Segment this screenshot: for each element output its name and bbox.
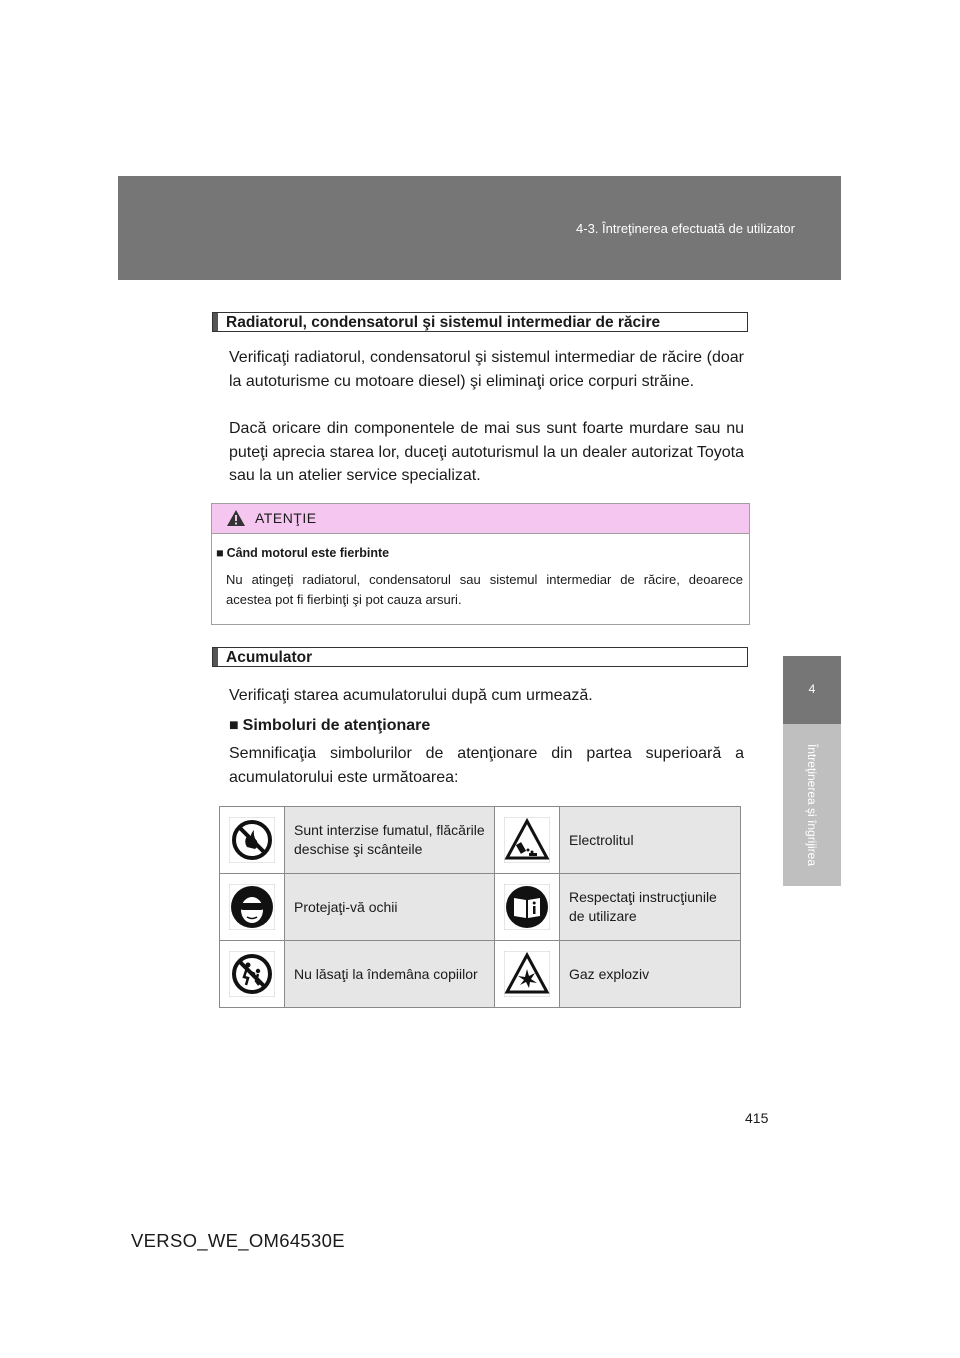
side-section-label: Întreţinerea şi îngrijirea: [805, 743, 819, 867]
side-tab: [783, 656, 841, 724]
chapter-title: 4-3. Întreţinerea efectuată de utilizator: [576, 221, 795, 236]
symbol-cell: [220, 874, 285, 941]
header-band: [118, 176, 841, 280]
warning-symbols-table: [219, 806, 741, 1008]
symbol-cell: [220, 807, 285, 874]
warning-triangle-icon: [226, 509, 246, 527]
symbol-description: Sunt interzise fumatul, flăcările deschise şi scânteile: [285, 807, 495, 874]
section-heading-radiator: [212, 312, 748, 332]
battery-intro: Verificaţi starea acumulatorului după cum urmează.: [229, 687, 593, 704]
manual-icon: [504, 884, 550, 930]
side-tab-number: 4: [808, 682, 816, 696]
caution-subtitle: [216, 546, 389, 560]
symbol-description: Electrolitul: [560, 807, 741, 874]
square-bullet-icon: ■: [216, 546, 224, 560]
symbols-paragraph: Semnificaţia simbolurilor de atenţionare din partea superioară a acumulatorului este următoarea:: [229, 745, 744, 786]
section-heading-battery-text: Acumulator: [226, 649, 313, 666]
symbol-cell: [495, 874, 560, 941]
symbol-description: Respectaţi instrucţiunile de utilizare: [560, 874, 741, 941]
no-smoking-flames-icon: [229, 817, 275, 863]
section-heading-radiator-text: Radiatorul, condensatorul şi sistemul intermediar de răcire: [226, 314, 661, 331]
section-heading-battery: [212, 647, 748, 667]
symbol-cell: [495, 807, 560, 874]
symbol-description: Protejaţi-vă ochii: [285, 874, 495, 941]
symbols-subheading: [229, 717, 430, 735]
keep-away-children-icon: [229, 951, 275, 997]
eye-protection-icon: [229, 884, 275, 930]
caution-text: Nu atingeţi radiatorul, condensatorul sau sistemul intermediar de răcire, deoarece acestea pot fi fierbinţi şi pot cauza arsuri.: [226, 572, 743, 607]
radiator-paragraph-1: Verificaţi radiatorul, condensatorul şi sistemul intermediar de răcire (doar la autoturisme cu motoare diesel) şi eliminaţi orice corpuri străine.: [229, 349, 744, 390]
radiator-paragraph-2: Dacă oricare din componentele de mai sus sunt foarte murdare sau nu puteţi aprecia starea lor, duceţi autoturismul la un dealer autorizat Toyota sau la un atelier service specializat.: [229, 420, 744, 484]
table-row: [220, 874, 741, 941]
table-row: [220, 807, 741, 874]
electrolyte-icon: [504, 817, 550, 863]
symbol-description: Gaz exploziv: [560, 941, 741, 1008]
symbol-cell: [495, 941, 560, 1008]
caution-box: [211, 503, 750, 625]
symbol-cell: [220, 941, 285, 1008]
caution-header: [212, 504, 749, 534]
table-row: [220, 941, 741, 1008]
side-strip: [783, 724, 841, 886]
caution-title: ATENŢIE: [255, 510, 317, 526]
explosive-gas-icon: [504, 951, 550, 997]
symbol-description: Nu lăsaţi la îndemâna copiilor: [285, 941, 495, 1008]
document-code: VERSO_WE_OM64530E: [131, 1230, 345, 1251]
page-number: 415: [745, 1110, 769, 1126]
square-bullet-icon: ■: [229, 717, 239, 734]
caution-subtitle-text: Când motorul este fierbinte: [226, 546, 390, 560]
symbols-subheading-text: Simboluri de atenţionare: [242, 717, 431, 734]
